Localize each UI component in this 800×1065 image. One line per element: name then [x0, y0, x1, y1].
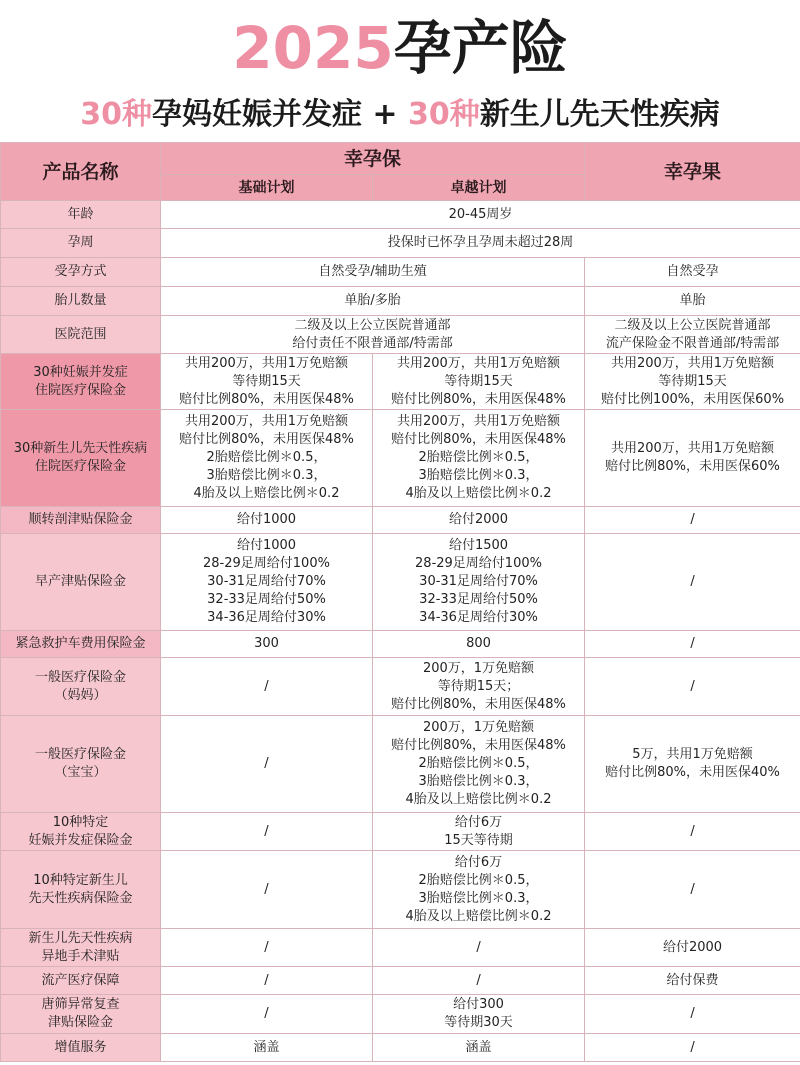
cell-line: 赔付比例80%，未用医保48% — [391, 432, 566, 447]
row-label: 孕周 — [1, 229, 161, 258]
subtitle-num-2: 30种 — [408, 97, 480, 132]
cell-basic: 给付1000 — [161, 507, 373, 534]
cell-line: 4胎及以上赔偿比例＊0.2 — [405, 792, 552, 807]
cell-line: 等待期30天 — [444, 1015, 513, 1030]
cell-product-b: / — [585, 1034, 800, 1062]
page-subtitle — [0, 93, 800, 137]
row-label: 医院范围 — [1, 316, 161, 354]
cell-line: 4胎及以上赔偿比例＊0.2 — [405, 908, 552, 924]
cell-line: 二级及以上公立医院普通部 — [614, 317, 771, 333]
row-label-line: 异地手术津贴 — [41, 948, 120, 964]
cell-product-b — [585, 716, 800, 813]
cell-line: 2胎赔偿比例＊0.5， — [418, 450, 539, 465]
cell-basic: / — [161, 716, 373, 813]
title-year: 2025 — [232, 14, 394, 82]
table-row — [1, 716, 800, 813]
table-row — [1, 229, 800, 258]
row-label-line: 一般医疗保险金 — [34, 669, 126, 685]
row-label-line: 唐筛异常复查 — [41, 997, 120, 1012]
cell-product-a: 自然受孕/辅助生殖 — [161, 258, 585, 287]
cell-line: 15天等待期 — [444, 832, 513, 848]
cell-shared: 20-45周岁 — [161, 201, 800, 229]
row-label: 顺转剖津贴保险金 — [1, 507, 161, 534]
row-label-line: 住院医疗保险金 — [34, 382, 126, 398]
cell-product-b: / — [585, 631, 800, 658]
cell-line: 34-36足周给付30% — [207, 610, 326, 625]
cell-basic: / — [161, 995, 373, 1034]
cell-product-b — [585, 316, 800, 354]
cell-line: 共用200万，共用1万免赔额 — [184, 355, 349, 371]
cell-line: 给付1500 — [448, 538, 509, 553]
cell-premium — [373, 851, 585, 929]
row-label-line: 津贴保险金 — [47, 1015, 113, 1030]
cell-product-b — [585, 354, 800, 410]
cell-line: 赔付比例100%，未用医保60% — [600, 391, 785, 407]
cell-line: 等待期15天； — [437, 678, 520, 694]
cell-premium — [373, 410, 585, 507]
table-row — [1, 995, 800, 1034]
row-label-line: （宝宝） — [54, 765, 107, 780]
table-row — [1, 813, 800, 851]
cell-premium: / — [373, 929, 585, 967]
cell-line: 给付6万 — [454, 814, 503, 830]
title-name: 孕产险 — [393, 14, 568, 82]
cell-line: 共用200万，共用1万免赔额 — [396, 414, 561, 429]
cell-premium — [373, 534, 585, 631]
cell-line: 二级及以上公立医院普通部 — [294, 317, 451, 333]
cell-line: 等待期15天 — [232, 373, 301, 389]
cell-line: 赔付比例80%，未用医保48% — [179, 391, 354, 407]
table-row — [1, 851, 800, 929]
table-row — [1, 287, 800, 316]
table-row — [1, 929, 800, 967]
cell-product-b: / — [585, 507, 800, 534]
cell-line: 赔付比例80%，未用医保48% — [391, 391, 566, 407]
cell-product-b: / — [585, 851, 800, 929]
cell-line: 共用200万，共用1万免赔额 — [396, 355, 561, 371]
cell-product-a: 单胎/多胎 — [161, 287, 585, 316]
cell-line: 32-33足周给付50% — [207, 592, 326, 607]
cell-line: 共用200万，共用1万免赔额 — [184, 414, 349, 429]
row-label-line: 一般医疗保险金 — [34, 747, 126, 762]
cell-product-b: / — [585, 658, 800, 716]
cell-basic: / — [161, 967, 373, 995]
cell-line: 2胎赔偿比例＊0.5， — [206, 450, 327, 465]
cell-basic — [161, 354, 373, 410]
cell-premium: 涵盖 — [373, 1034, 585, 1062]
cell-basic — [161, 534, 373, 631]
row-label-line: 住院医疗保险金 — [34, 459, 126, 474]
cell-line: 200万，1万免赔额 — [422, 720, 535, 735]
cell-premium — [373, 354, 585, 410]
cell-line: 流产保险金不限普通部/特需部 — [605, 335, 780, 351]
cell-line: 给付1000 — [236, 538, 297, 553]
row-label-line: 30种妊娠并发症 — [33, 364, 128, 380]
cell-line: 给付6万 — [454, 854, 503, 870]
header-product-b: 幸孕果 — [585, 143, 800, 201]
cell-line: 200万，1万免赔额 — [422, 660, 535, 676]
cell-premium — [373, 813, 585, 851]
cell-basic: 涵盖 — [161, 1034, 373, 1062]
row-label: 早产津贴保险金 — [1, 534, 161, 631]
cell-product-b: / — [585, 534, 800, 631]
subtitle-text-1: 孕妈妊娠并发症 + — [151, 97, 409, 132]
row-label — [1, 716, 161, 813]
cell-line: 30-31足周给付70% — [419, 574, 538, 589]
row-label — [1, 354, 161, 410]
cell-product-b: 自然受孕 — [585, 258, 800, 287]
comparison-table — [0, 142, 800, 1062]
cell-line: 赔付比例80%，未用医保48% — [391, 738, 566, 753]
cell-basic: / — [161, 851, 373, 929]
cell-line: 给付责任不限普通部/特需部 — [292, 335, 453, 351]
cell-line: 等待期15天 — [444, 373, 513, 389]
row-label — [1, 851, 161, 929]
cell-line: 4胎及以上赔偿比例＊0.2 — [405, 486, 552, 501]
cell-line: 2胎赔偿比例＊0.5， — [418, 756, 539, 771]
row-label: 流产医疗保障 — [1, 967, 161, 995]
table-row — [1, 967, 800, 995]
cell-basic: / — [161, 658, 373, 716]
cell-line: 3胎赔偿比例＊0.3， — [418, 890, 539, 906]
row-label — [1, 658, 161, 716]
cell-product-a — [161, 316, 585, 354]
row-label-line: 妊娠并发症保险金 — [28, 832, 133, 848]
row-label-line: 10种特定 — [52, 814, 109, 830]
table-row — [1, 1034, 800, 1062]
table-row — [1, 316, 800, 354]
table-row — [1, 258, 800, 287]
table-row — [1, 507, 800, 534]
cell-line: 2胎赔偿比例＊0.5， — [418, 872, 539, 888]
header-product-a: 幸孕保 — [161, 143, 585, 175]
cell-basic: / — [161, 929, 373, 967]
cell-product-b: 单胎 — [585, 287, 800, 316]
cell-premium — [373, 658, 585, 716]
cell-line: 给付300 — [453, 997, 504, 1012]
cell-line: 赔付比例80%，未用医保48% — [391, 696, 566, 712]
cell-line: 3胎赔偿比例＊0.3， — [418, 468, 539, 483]
subtitle-num-1: 30种 — [80, 97, 152, 132]
cell-product-b — [585, 410, 800, 507]
cell-basic: / — [161, 813, 373, 851]
row-label: 年龄 — [1, 201, 161, 229]
table-row — [1, 410, 800, 507]
title-area — [0, 0, 800, 142]
row-label — [1, 995, 161, 1034]
row-label: 受孕方式 — [1, 258, 161, 287]
row-label-line: 新生儿先天性疾病 — [28, 930, 133, 946]
row-label-line: 10种特定新生儿 — [33, 872, 128, 888]
row-label — [1, 813, 161, 851]
row-label-line: 30种新生儿先天性疾病 — [13, 441, 148, 456]
cell-line: 3胎赔偿比例＊0.3， — [418, 774, 539, 789]
cell-premium: 给付2000 — [373, 507, 585, 534]
table-row — [1, 354, 800, 410]
cell-line: 共用200万，共用1万免赔额 — [610, 355, 775, 371]
cell-product-b: 给付2000 — [585, 929, 800, 967]
cell-line: 共用200万，共用1万免赔额 — [610, 441, 775, 456]
cell-line: 32-33足周给付50% — [419, 592, 538, 607]
cell-line: 赔付比例80%，未用医保60% — [605, 459, 780, 474]
header-product-name: 产品名称 — [1, 143, 161, 201]
page-title — [0, 8, 800, 88]
cell-basic: 300 — [161, 631, 373, 658]
row-label — [1, 410, 161, 507]
cell-shared: 投保时已怀孕且孕周未超过28周 — [161, 229, 800, 258]
cell-line: 30-31足周给付70% — [207, 574, 326, 589]
row-label: 紧急救护车费用保险金 — [1, 631, 161, 658]
cell-premium — [373, 995, 585, 1034]
cell-line: 34-36足周给付30% — [419, 610, 538, 625]
row-label — [1, 929, 161, 967]
cell-line: 3胎赔偿比例＊0.3， — [206, 468, 327, 483]
header-plan-basic: 基础计划 — [161, 175, 373, 201]
cell-product-b: / — [585, 995, 800, 1034]
cell-line: 4胎及以上赔偿比例＊0.2 — [193, 486, 340, 501]
cell-line: 28-29足周给付100% — [415, 556, 542, 571]
cell-premium: / — [373, 967, 585, 995]
table-row — [1, 534, 800, 631]
cell-premium — [373, 716, 585, 813]
cell-product-b: / — [585, 813, 800, 851]
cell-premium: 800 — [373, 631, 585, 658]
header-plan-premium: 卓越计划 — [373, 175, 585, 201]
cell-line: 赔付比例80%，未用医保48% — [179, 432, 354, 447]
cell-line: 28-29足周给付100% — [203, 556, 330, 571]
table-row — [1, 201, 800, 229]
row-label: 增值服务 — [1, 1034, 161, 1062]
row-label: 胎儿数量 — [1, 287, 161, 316]
cell-line: 等待期15天 — [658, 373, 727, 389]
table-row — [1, 631, 800, 658]
cell-line: 5万，共用1万免赔额 — [632, 747, 753, 762]
cell-line: 赔付比例80%，未用医保40% — [605, 765, 780, 780]
table-row — [1, 658, 800, 716]
cell-product-b: 给付保费 — [585, 967, 800, 995]
row-label-line: （妈妈） — [54, 687, 107, 703]
row-label-line: 先天性疾病保险金 — [28, 890, 133, 906]
cell-basic — [161, 410, 373, 507]
subtitle-text-2: 新生儿先天性疾病 — [479, 97, 720, 132]
